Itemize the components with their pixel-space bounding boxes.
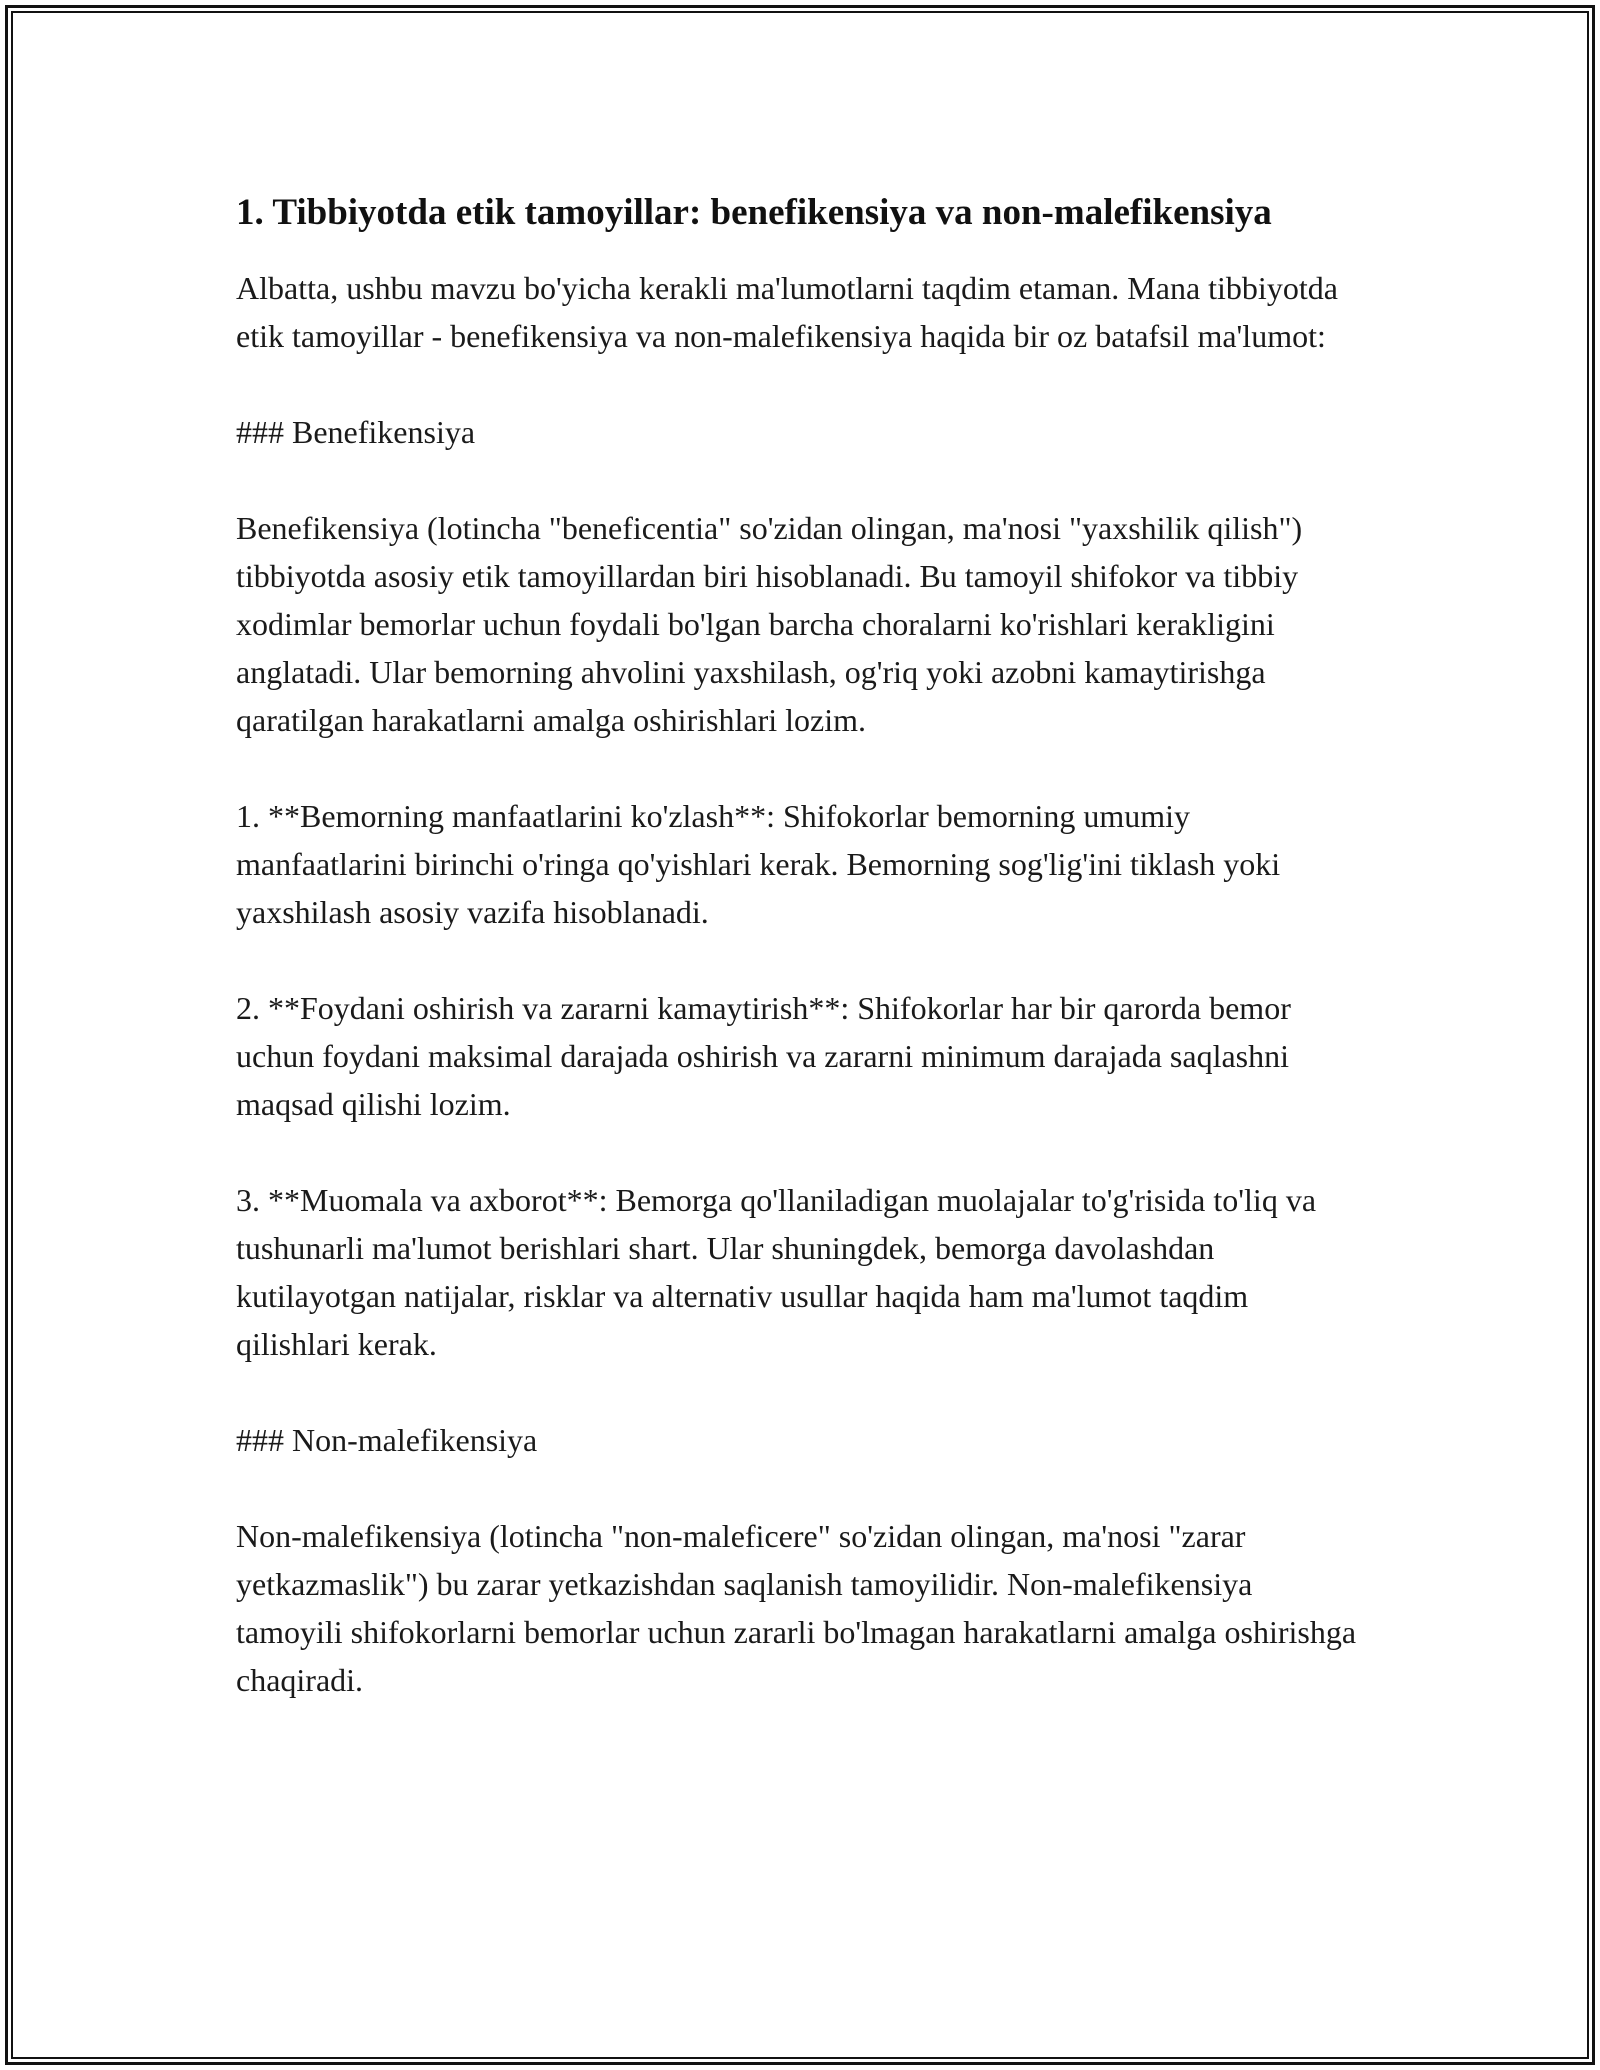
list-item-3: 3. **Muomala va axborot**: Bemorga qo'llaniladigan muolajalar to'g'risida to'liq va tushunarli ma'lumot berishlari shart. Ular shuningdek, bemorga davolashdan kutilayotgan natijalar, risklar va alternativ usullar haqida ham ma'lumot taqdim qilishlari kerak. <box>236 1182 1317 1362</box>
document-title: 1. Tibbiyotda etik tamoyillar: benefikensiya va non-malefikensiya <box>236 192 1272 233</box>
list-item-1: 1. **Bemorning manfaatlarini ko'zlash**: Shifokorlar bemorning umumiy manfaatlarini birinchi o'ringa qo'yishlari kerak. Bemorning sog'lig'ini tiklash yoki yaxshilash asosiy vazifa hisoblanadi. <box>236 798 1281 930</box>
non-malefikensiya-paragraph: Non-malefikensiya (lotincha "non-maleficere" so'zidan olingan, ma'nosi "zarar yetkazmaslik") bu zarar yetkazishdan saqlanish tamoyilidir. Non-malefikensiya tamoyili shifokorlarni bemorlar uchun zararli bo'lmagan harakatlarni amalga oshirishga chaqiradi. <box>236 1518 1357 1698</box>
section-heading-non-malefikensiya: ### Non-malefikensiya <box>236 1422 538 1458</box>
list-item-2: 2. **Foydani oshirish va zararni kamaytirish**: Shifokorlar har bir qarorda bemor uchun foydani maksimal darajada oshirish va zararni minimum darajada saqlashni maqsad qilishi lozim. <box>236 990 1291 1122</box>
document-body <box>236 186 1366 1752</box>
section-heading-benefikensiya: ### Benefikensiya <box>236 414 476 450</box>
benefikensiya-paragraph: Benefikensiya (lotincha "beneficentia" so'zidan olingan, ma'nosi "yaxshilik qilish") tibbiyotda asosiy etik tamoyillardan biri hisoblanadi. Bu tamoyil shifokor va tibbiy xodimlar bemorlar uchun foydali bo'lgan barcha choralarni ko'rishlari kerakligini anglatadi. Ular bemorning ahvolini yaxshilash, og'riq yoki azobni kamaytirishga qaratilgan harakatlarni amalga oshirishlari lozim. <box>236 510 1303 738</box>
intro-paragraph: Albatta, ushbu mavzu bo'yicha kerakli ma'lumotlarni taqdim etaman. Mana tibbiyotda etik tamoyillar - benefikensiya va non-malefikensiya haqida bir oz batafsil ma'lumot: <box>236 270 1338 354</box>
